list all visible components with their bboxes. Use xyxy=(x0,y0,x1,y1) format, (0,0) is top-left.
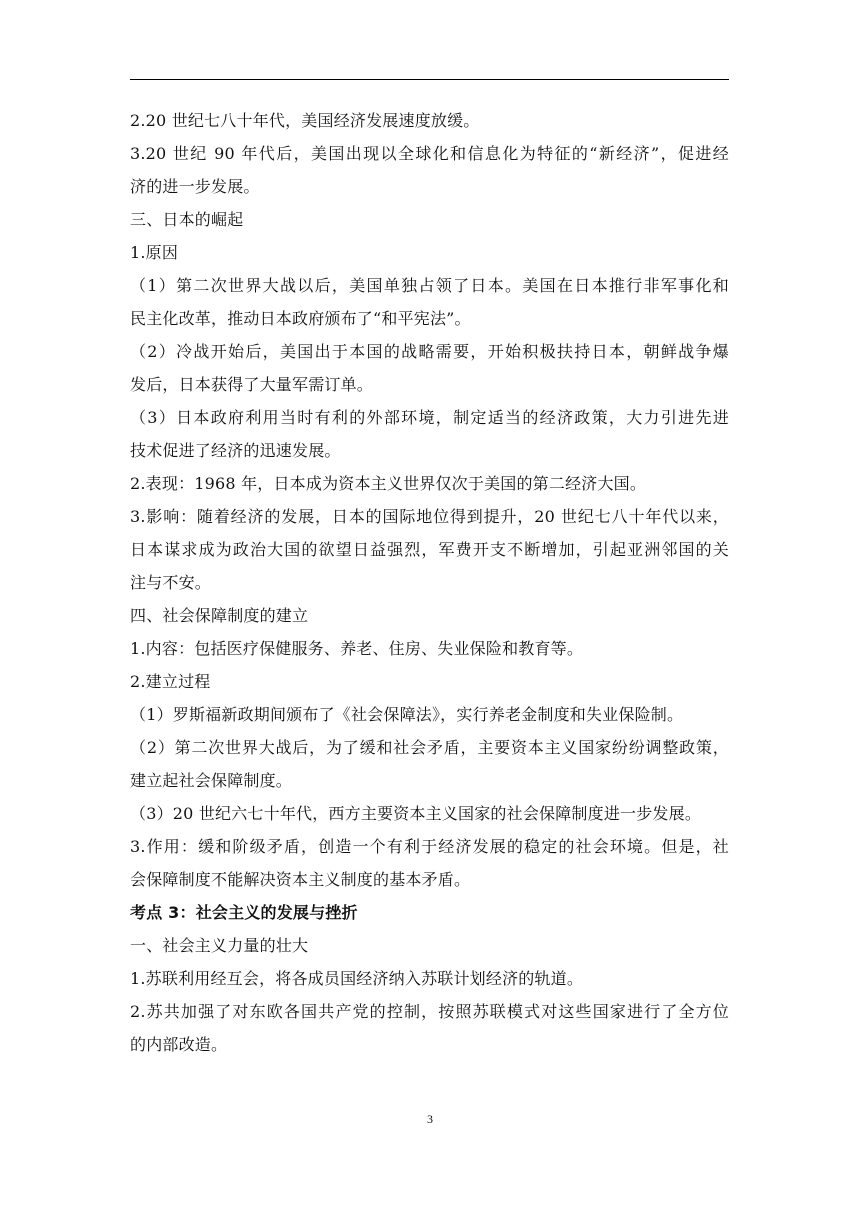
text-line: 3.20 世纪 90 年代后，美国出现以全球化和信息化为特征的“新经济”，促进经 xyxy=(130,144,729,163)
text-line: 会保障制度不能解决资本主义制度的基本矛盾。 xyxy=(130,870,471,889)
text-line: 济的进一步发展。 xyxy=(130,177,260,196)
text-line: 日本谋求成为政治大国的欲望日益强烈，军费开支不断增加，引起亚洲邻国的关 xyxy=(130,540,729,559)
text-line: 三、日本的崛起 xyxy=(130,210,244,229)
text-line: 的内部改造。 xyxy=(130,1035,228,1054)
text-line: 2.建立过程 xyxy=(130,672,211,691)
text-line: 3.影响：随着经济的发展，日本的国际地位得到提升，20 世纪七八十年代以来， xyxy=(130,507,729,526)
text-line: 2.表现：1968 年，日本成为资本主义世界仅次于美国的第二经济大国。 xyxy=(130,474,647,493)
text-line: （3）日本政府利用当时有利的外部环境，制定适当的经济政策，大力引进先进 xyxy=(130,408,729,427)
text-line: （2）第二次世界大战后，为了缓和社会矛盾，主要资本主义国家纷纷调整政策， xyxy=(130,738,729,757)
header-rule xyxy=(130,79,729,80)
document-body xyxy=(130,104,729,1061)
text-line: 技术促进了经济的迅速发展。 xyxy=(130,441,341,460)
text-line: 一、社会主义力量的壮大 xyxy=(130,936,309,955)
text-line: 1.内容：包括医疗保健服务、养老、住房、失业保险和教育等。 xyxy=(130,639,584,658)
text-line: （1）罗斯福新政期间颁布了《社会保障法》，实行养老金制度和失业保险制。 xyxy=(130,705,684,724)
text-line: 2.20 世纪七八十年代，美国经济发展速度放缓。 xyxy=(130,111,480,130)
text-line: 2.苏共加强了对东欧各国共产党的控制，按照苏联模式对这些国家进行了全方位 xyxy=(130,1002,729,1021)
section-heading: 考点 3：社会主义的发展与挫折 xyxy=(130,903,358,922)
text-line: 注与不安。 xyxy=(130,573,212,592)
text-line: 建立起社会保障制度。 xyxy=(130,771,293,790)
text-line: 1.苏联利用经互会，将各成员国经济纳入苏联计划经济的轨道。 xyxy=(130,969,584,988)
text-line: （2）冷战开始后，美国出于本国的战略需要，开始积极扶持日本，朝鲜战争爆 xyxy=(130,342,729,361)
text-line: 3.作用：缓和阶级矛盾，创造一个有利于经济发展的稳定的社会环境。但是，社 xyxy=(130,837,729,856)
page-number: 3 xyxy=(427,1112,433,1126)
text-line: 四、社会保障制度的建立 xyxy=(130,606,309,625)
text-line: 民主化改革，推动日本政府颁布了“和平宪法”。 xyxy=(130,309,471,328)
text-line: （3）20 世纪六七十年代，西方主要资本主义国家的社会保障制度进一步发展。 xyxy=(130,804,702,823)
text-line: （1）第二次世界大战以后，美国单独占领了日本。美国在日本推行非军事化和 xyxy=(130,276,729,295)
text-line: 1.原因 xyxy=(130,243,179,262)
text-line: 发后，日本获得了大量军需订单。 xyxy=(130,375,374,394)
